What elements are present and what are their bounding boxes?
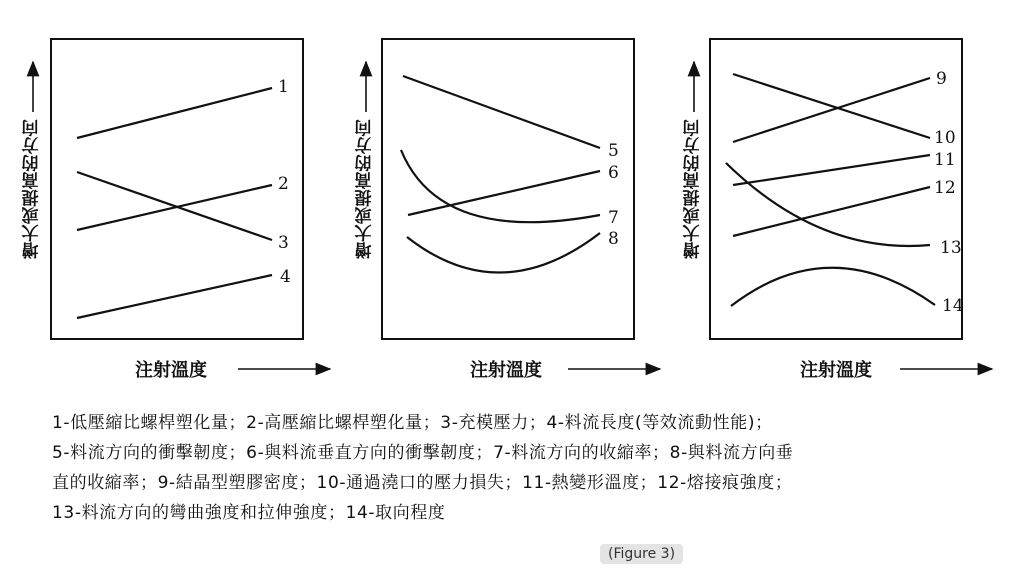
caption-line-4: 13-料流方向的彎曲強度和拉伸強度；14-取向程度: [52, 503, 446, 523]
curve-label-12: 12: [934, 178, 956, 198]
y-axis-label-3: 增大或提高的方向: [683, 119, 704, 259]
curve-9: [733, 78, 930, 142]
x-axis-label-3: 注射溫度: [800, 360, 872, 381]
curve-label-8: 8: [608, 229, 619, 249]
figure-caption: [52, 408, 972, 528]
y-axis-label-2: 增大或提高的方向: [355, 119, 376, 259]
curve-6: [408, 171, 600, 215]
curve-14: [731, 268, 935, 306]
curve-label-3: 3: [278, 233, 289, 253]
curve-4: [77, 275, 272, 318]
curve-label-9: 9: [936, 69, 947, 89]
caption-line-2: 5-料流方向的衝擊韌度；6-與料流垂直方向的衝擊韌度；7-料流方向的收縮率；8-與料流方向垂: [52, 443, 794, 463]
curve-13: [726, 163, 930, 246]
curve-label-6: 6: [608, 163, 619, 183]
curve-label-13: 13: [940, 238, 962, 258]
curve-2: [77, 185, 272, 230]
caption-line-1: 1-低壓縮比螺桿塑化量；2-高壓縮比螺桿塑化量；3-充模壓力；4-料流長度(等效流動性能)；: [52, 413, 773, 433]
curve-10: [733, 74, 930, 138]
curve-label-5: 5: [608, 141, 619, 161]
curve-7: [401, 150, 600, 222]
curve-label-1: 1: [278, 77, 289, 97]
curve-label-14: 14: [942, 296, 964, 316]
curve-8: [407, 233, 600, 273]
curve-3: [77, 172, 272, 240]
curve-11: [733, 155, 930, 185]
curve-label-7: 7: [608, 208, 619, 228]
caption-line-3: 直的收縮率；9-結晶型塑膠密度；10-通過澆口的壓力損失；11-熱變形溫度；12-熔接痕強度；: [52, 473, 793, 493]
x-axis-label-2: 注射溫度: [470, 360, 542, 381]
curve-label-2: 2: [278, 174, 289, 194]
curve-label-11: 11: [934, 150, 956, 170]
curve-label-4: 4: [280, 267, 291, 287]
y-axis-label-1: 增大或提高的方向: [22, 119, 43, 259]
curve-label-10: 10: [934, 128, 956, 148]
curve-5: [403, 76, 600, 148]
figure-tag: (Figure 3): [600, 544, 683, 564]
curve-1: [77, 88, 272, 138]
x-axis-label-1: 注射溫度: [135, 360, 207, 381]
